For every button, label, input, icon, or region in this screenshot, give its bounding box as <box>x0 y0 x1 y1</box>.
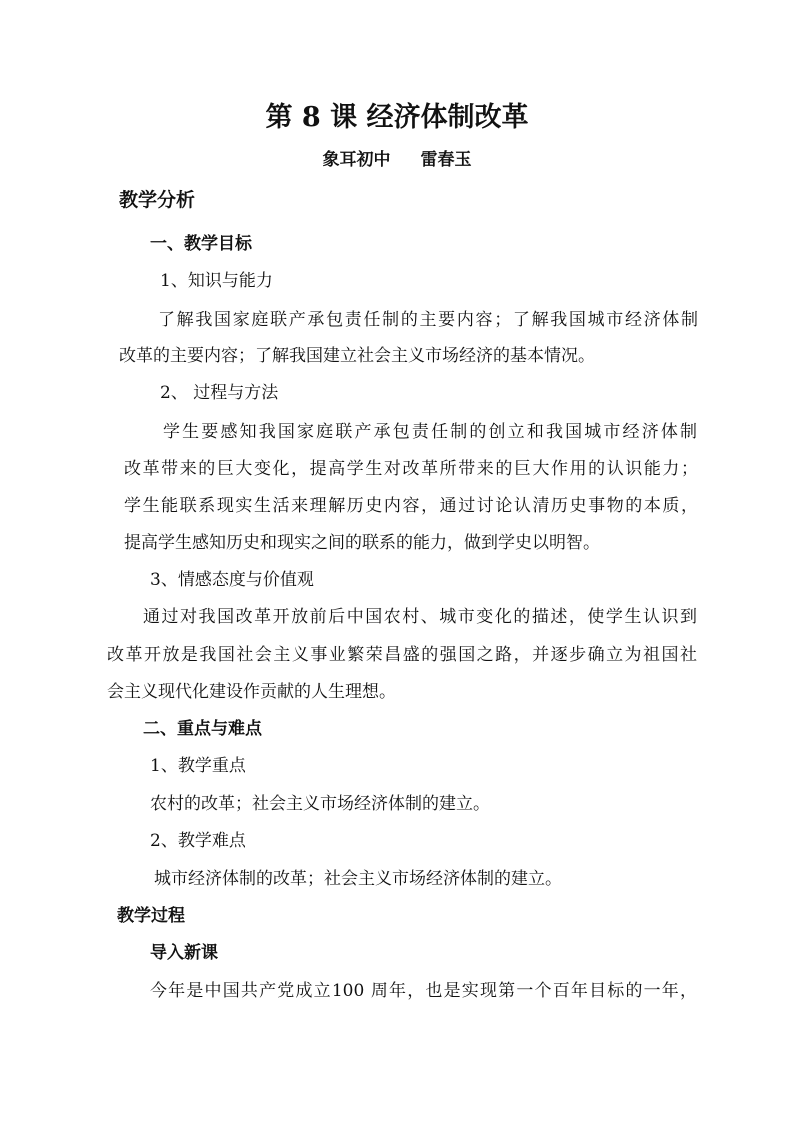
emotion-heading: 3、情感态度与价值观 <box>150 570 314 590</box>
difficulty-text: 城市经济体制的改革；社会主义市场经济体制的建立。 <box>154 869 562 889</box>
section-heading-analysis: 教学分析 <box>119 189 196 211</box>
process-heading: 2、 过程与方法 <box>160 383 279 403</box>
intro-heading: 导入新课 <box>150 943 218 963</box>
focus-text: 农村的改革；社会主义市场经济体制的建立。 <box>150 794 490 814</box>
key-points-heading: 二、重点与难点 <box>143 719 262 739</box>
process-line-1: 学生要感知我国家庭联产承包责任制的创立和我国城市经济体制 <box>163 422 697 442</box>
knowledge-line-1: 了解我国家庭联产承包责任制的主要内容；了解我国城市经济体制 <box>158 310 698 330</box>
knowledge-line-2: 改革的主要内容；了解我国建立社会主义市场经济的基本情况。 <box>119 346 595 366</box>
emotion-line-3: 会主义现代化建设作贡献的人生理想。 <box>107 682 396 702</box>
page-title: 第 8 课 经济体制改革 <box>265 102 529 133</box>
intro-text: 今年是中国共产党成立100 周年，也是实现第一个百年目标的一年， <box>150 981 697 1001</box>
knowledge-heading: 1、知识与能力 <box>160 271 273 291</box>
difficulty-heading: 2、教学难点 <box>150 831 246 851</box>
process-line-3: 学生能联系现实生活来理解历史内容，通过讨论认清历史事物的本质， <box>124 496 698 516</box>
emotion-line-2: 改革开放是我国社会主义事业繁荣昌盛的强国之路，并逐步确立为祖国社 <box>107 645 697 665</box>
author-name: 雷春玉 <box>420 150 472 170</box>
section-heading-process: 教学过程 <box>117 906 185 926</box>
author-line <box>0 148 794 172</box>
process-line-2: 改革带来的巨大变化，提高学生对改革所带来的巨大作用的认识能力； <box>124 459 698 479</box>
emotion-line-1: 通过对我国改革开放前后中国农村、城市变化的描述，使学生认识到 <box>143 607 697 627</box>
process-line-4: 提高学生感知历史和现实之间的联系的能力，做到学史以明智。 <box>124 533 600 553</box>
author-school: 象耳初中 <box>322 150 391 170</box>
focus-heading: 1、教学重点 <box>150 756 246 776</box>
objectives-heading: 一、教学目标 <box>150 234 252 254</box>
